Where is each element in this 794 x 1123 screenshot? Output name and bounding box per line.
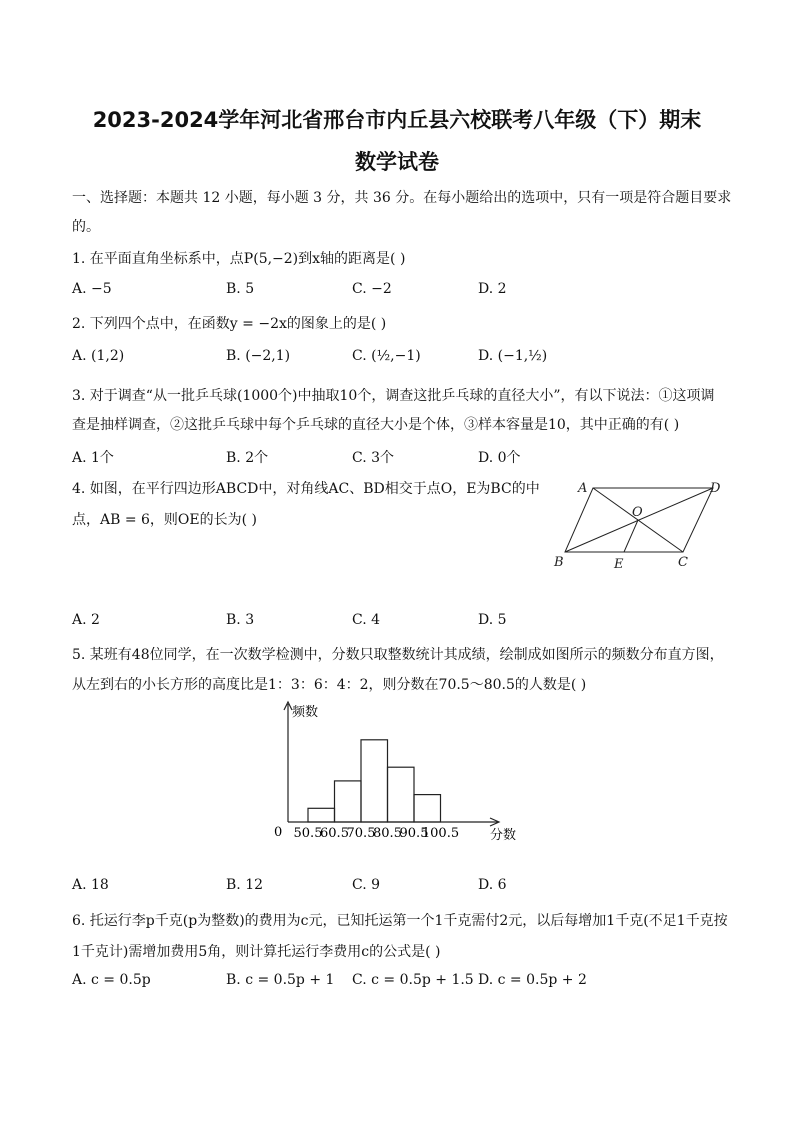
question-2: 2. 下列四个点中，在函数y = −2x的图象上的是( ) [72, 316, 387, 332]
title-line-2: 数学试卷 [355, 150, 439, 174]
x-tick-label: 100.5 [421, 826, 460, 841]
q6-option-a: A. c = 0.5p [72, 972, 151, 988]
label-e: E [614, 557, 624, 572]
q2-option-c: C. (½,−1) [352, 348, 421, 364]
q3-option-a: A. 1个 [72, 450, 114, 466]
x-tick-label: 50.5 [293, 826, 323, 841]
x-tick-label: 70.5 [346, 826, 376, 841]
origin-label: 0 [274, 825, 283, 840]
q4-option-a: A. 2 [72, 612, 100, 628]
q5-option-c: C. 9 [352, 877, 381, 893]
question-4-line-1: 4. 如图，在平行四边形ABCD中，对角线AC、BD相交于点O，E为BC的中 [72, 481, 540, 497]
label-o: O [632, 505, 643, 520]
q3-option-b: B. 2个 [226, 450, 269, 466]
histogram-bar [414, 795, 441, 822]
label-c: C [678, 555, 688, 570]
diagonal-bd [565, 488, 713, 552]
histogram-bar [335, 781, 362, 822]
q5-option-a: A. 18 [72, 877, 109, 893]
question-3-line-1: 3. 对于调查“从一批乒乓球(1000个)中抽取10个，调查这批乒乓球的直径大小”，有以下说法：①这项调 [72, 388, 715, 404]
q6-option-c: C. c = 0.5p + 1.5 [352, 972, 474, 988]
x-tick-label: 80.5 [373, 826, 402, 841]
q3-option-d: D. 0个 [478, 450, 521, 466]
q1-option-b: B. 5 [226, 281, 255, 297]
label-b: B [554, 555, 564, 570]
x-axis-label: 分数 [490, 828, 517, 843]
q3-option-c: C. 3个 [352, 450, 395, 466]
histogram-bar [361, 740, 388, 822]
q1-option-c: C. −2 [352, 281, 392, 297]
q2-option-b: B. (−2,1) [226, 348, 291, 364]
q2-option-d: D. (−1,½) [478, 348, 548, 364]
q5-option-d: D. 6 [478, 877, 507, 893]
x-tick-label: 90.5 [399, 826, 429, 841]
q6-option-b: B. c = 0.5p + 1 [226, 972, 335, 988]
q5-option-b: B. 12 [226, 877, 264, 893]
histogram-bar [308, 808, 335, 822]
question-5-line-1: 5. 某班有48位同学，在一次数学检测中，分数只取整数统计其成绩，绘制成如图所示的频数分布直方图， [72, 647, 724, 663]
question-6-line-1: 6. 托运行李p千克(p为整数)的费用为c元，已知托运第一个1千克需付2元，以后每增加1千克(不足1千克按 [72, 913, 728, 929]
q4-option-b: B. 3 [226, 612, 255, 628]
question-5-line-2: 从左到右的小长方形的高度比是1：3：6：4：2，则分数在70.5～80.5的人数是( ) [72, 677, 587, 693]
question-6-line-2: 1千克计)需增加费用5角，则计算托运行李费用c的公式是( ) [72, 944, 441, 960]
y-axis-label: 频数 [292, 705, 319, 720]
parallelogram-figure [548, 476, 728, 576]
label-a: A [578, 481, 588, 496]
q4-option-d: D. 5 [478, 612, 507, 628]
q1-option-a: A. −5 [72, 281, 112, 297]
segment-oe [624, 520, 638, 552]
label-d: D [710, 481, 721, 496]
q6-option-d: D. c = 0.5p + 2 [478, 972, 587, 988]
title-line-1: 2023-2024学年河北省邢台市内丘县六校联考八年级（下）期末 [92, 108, 702, 132]
histogram-bar [388, 767, 415, 822]
q1-option-d: D. 2 [478, 281, 507, 297]
q2-option-a: A. (1,2) [72, 348, 125, 364]
frequency-histogram [268, 698, 530, 848]
x-tick-label: 60.5 [320, 826, 349, 841]
question-1: 1. 在平面直角坐标系中，点P(5,−2)到x轴的距离是( ) [72, 251, 406, 267]
question-3-line-2: 查是抽样调查，②这批乒乓球中每个乒乓球的直径大小是个体，③样本容量是10，其中正确的有( ) [72, 417, 680, 433]
section-instruction-cont: 的。 [72, 219, 100, 235]
q4-option-c: C. 4 [352, 612, 381, 628]
question-4-line-2: 点，AB = 6，则OE的长为( ) [72, 512, 258, 528]
section-instruction: 一、选择题：本题共 12 小题，每小题 3 分，共 36 分。在每小题给出的选项中，只有一项是符合题目要求 [72, 190, 732, 206]
